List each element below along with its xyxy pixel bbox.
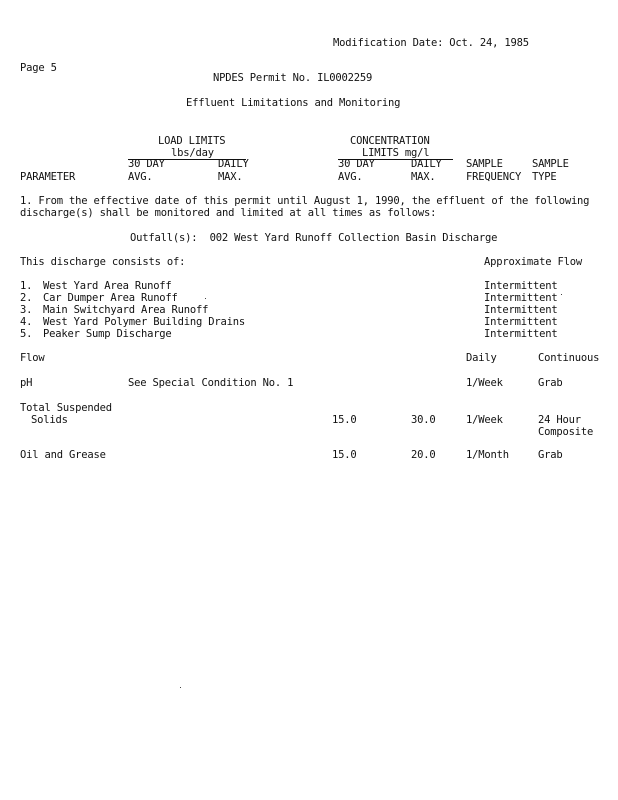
discharge-item-num: 2. <box>20 292 33 304</box>
intro-line-1: 1. From the effective date of this permit until August 1, 1990, the effluent of the following <box>20 195 590 207</box>
discharge-item-name: Main Switchyard Area Runoff <box>43 304 209 316</box>
discharge-item-num: 1. <box>20 280 33 292</box>
discharge-item-flow: Intermittent <box>484 280 558 292</box>
discharge-item-flow: Intermittent <box>484 292 558 304</box>
tss-conc-avg: 15.0 <box>332 414 357 426</box>
load-daily-sub: MAX. <box>218 171 243 183</box>
ph-type: Grab <box>538 377 563 389</box>
conc-daily-sub: MAX. <box>411 171 436 183</box>
concentration-units: LIMITS mg/l <box>362 147 430 159</box>
discharge-consists-label: This discharge consists of: <box>20 256 186 268</box>
conc-daily-header: DAILY <box>411 158 442 170</box>
tss-frequency: 1/Week <box>466 414 503 426</box>
discharge-item-flow: Intermittent <box>484 316 558 328</box>
type-sub: TYPE <box>532 171 557 183</box>
load-limits-heading: LOAD LIMITS <box>158 135 226 147</box>
tss-type-cont: Composite <box>538 426 594 438</box>
sample-frequency-header: SAMPLE <box>466 158 503 170</box>
tss-parameter-cont: Solids <box>31 414 68 426</box>
scan-speck <box>180 687 181 688</box>
parameter-header: PARAMETER <box>20 171 76 183</box>
permit-number: NPDES Permit No. IL0002259 <box>213 72 373 84</box>
intro-line-2: discharge(s) shall be monitored and limited at all times as follows: <box>20 207 437 219</box>
ph-frequency: 1/Week <box>466 377 503 389</box>
flow-frequency: Daily <box>466 352 497 364</box>
tss-type: 24 Hour <box>538 414 581 426</box>
oil-parameter: Oil and Grease <box>20 449 106 461</box>
discharge-item-name: West Yard Area Runoff <box>43 280 172 292</box>
discharge-item-flow: Intermittent <box>484 304 558 316</box>
tss-conc-max: 30.0 <box>411 414 436 426</box>
oil-type: Grab <box>538 449 563 461</box>
frequency-sub: FREQUENCY <box>466 171 522 183</box>
ph-parameter: pH <box>20 377 33 389</box>
oil-frequency: 1/Month <box>466 449 509 461</box>
outfall-line: Outfall(s): 002 West Yard Runoff Collection Basin Discharge <box>130 232 498 244</box>
load-30day-sub: AVG. <box>128 171 153 183</box>
oil-conc-max: 20.0 <box>411 449 436 461</box>
discharge-item-num: 4. <box>20 316 33 328</box>
scan-speck <box>205 298 206 299</box>
page-subtitle: Effluent Limitations and Monitoring <box>186 97 401 109</box>
flow-type: Continuous <box>538 352 600 364</box>
discharge-item-name: Car Dumper Area Runoff <box>43 292 178 304</box>
conc-30day-sub: AVG. <box>338 171 363 183</box>
ph-note: See Special Condition No. 1 <box>128 377 294 389</box>
page-number: Page 5 <box>20 62 57 74</box>
modification-date: Modification Date: Oct. 24, 1985 <box>333 37 529 49</box>
approximate-flow-label: Approximate Flow <box>484 256 582 268</box>
flow-parameter: Flow <box>20 352 45 364</box>
discharge-item-flow: Intermittent <box>484 328 558 340</box>
oil-conc-avg: 15.0 <box>332 449 357 461</box>
sample-type-header: SAMPLE <box>532 158 569 170</box>
discharge-item-num: 5. <box>20 328 33 340</box>
discharge-item-name: Peaker Sump Discharge <box>43 328 172 340</box>
scan-speck <box>561 294 562 295</box>
load-units: lbs/day <box>171 147 214 159</box>
concentration-heading: CONCENTRATION <box>350 135 430 147</box>
tss-parameter: Total Suspended <box>20 402 112 414</box>
discharge-item-name: West Yard Polymer Building Drains <box>43 316 246 328</box>
conc-30day-header: 30 DAY <box>338 158 375 170</box>
load-daily-header: DAILY <box>218 158 249 170</box>
load-30day-header: 30 DAY <box>128 158 165 170</box>
discharge-item-num: 3. <box>20 304 33 316</box>
